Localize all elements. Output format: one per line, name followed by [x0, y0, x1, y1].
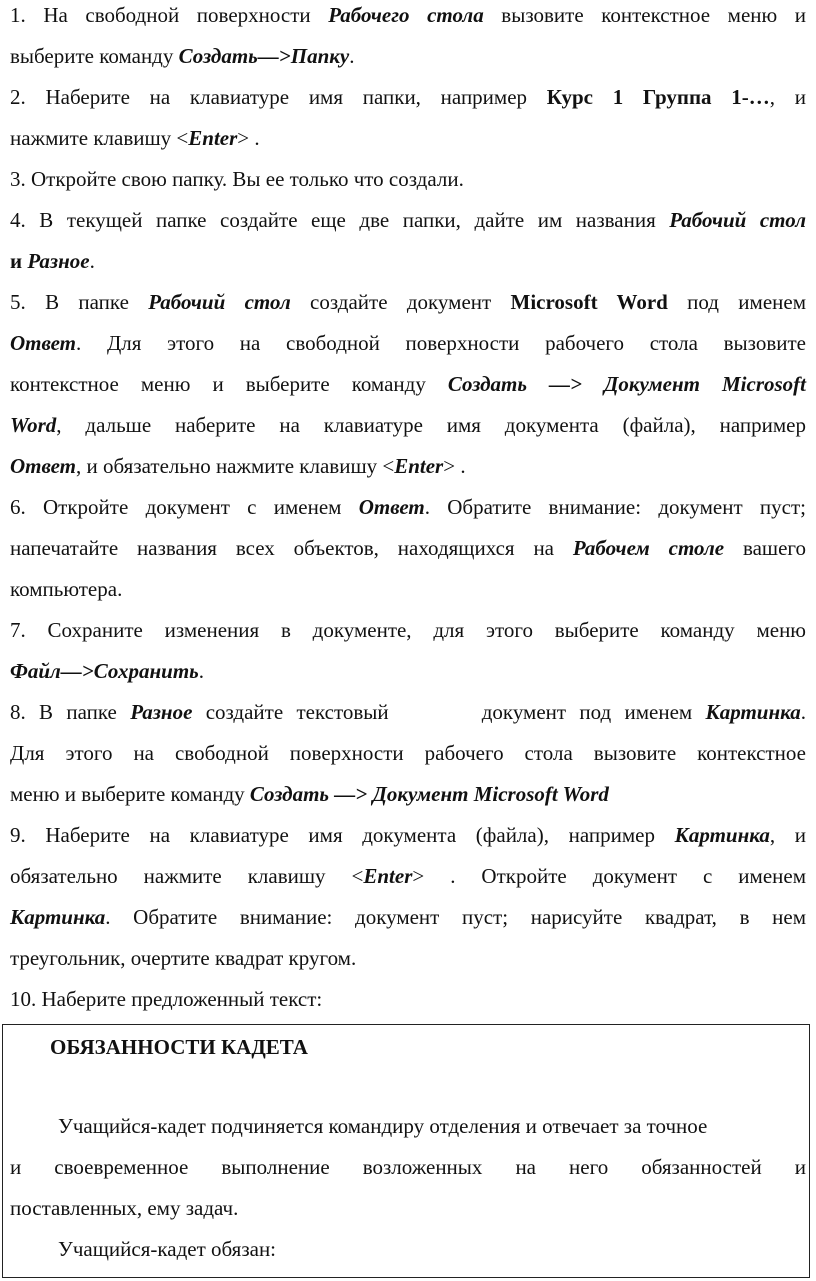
text-line-5 [10, 159, 806, 199]
text-segment: > . Откройте документ с именем [412, 864, 806, 888]
emphasis-text: Ответ [10, 331, 77, 355]
text-line-16 [10, 610, 806, 650]
text-line-20 [10, 774, 806, 814]
text-segment: Для этого на свободной поверхности рабочего стола вызовите контекстное [10, 741, 806, 765]
text-segment: 8. В папке [10, 700, 131, 724]
text-segment: . Для этого на свободной поверхности рабочего стола вызовите [76, 331, 806, 355]
emphasis-text: Рабочий стол [148, 290, 291, 314]
bold-text: Microsoft Word [510, 290, 668, 314]
emphasis-text: Рабочего стола [328, 3, 484, 27]
emphasis-text: Разное [130, 700, 193, 724]
box-title: ОБЯЗАННОСТИ КАДЕТА [50, 1035, 308, 1059]
text-segment: поставленных, ему задач. [10, 1196, 239, 1220]
emphasis-text: Файл—>Сохранить [10, 659, 199, 683]
text-line-14 [10, 528, 806, 568]
text-line-7 [10, 241, 806, 281]
text-segment: 6. Откройте документ с именем [10, 495, 359, 519]
text-line-2 [10, 36, 806, 76]
emphasis-text: Enter [363, 864, 413, 888]
text-line-21 [10, 815, 806, 855]
emphasis-text: Картинка [10, 905, 106, 929]
text-line-4 [10, 118, 806, 158]
text-segment: > . [443, 454, 466, 478]
emphasis-text: Создать —> Документ Microsoft [447, 372, 806, 396]
text-segment: создайте документ [290, 290, 511, 314]
emphasis-text: Разное [27, 249, 90, 273]
text-segment: 1. На свободной поверхности [10, 3, 329, 27]
text-segment: 3. Откройте свою папку. Вы ее только что создали. [10, 167, 464, 191]
text-segment: выберите команду [10, 44, 179, 68]
emphasis-text: Рабочий стол [669, 208, 806, 232]
text-segment: напечатайте названия всех объектов, находящихся на [10, 536, 573, 560]
text-segment: . [89, 249, 95, 273]
text-segment: вашего [724, 536, 806, 560]
text-segment: . [349, 44, 355, 68]
emphasis-text: Создать—>Папку [178, 44, 350, 68]
text-line-10 [10, 364, 806, 404]
text-segment: треугольник, очертите квадрат кругом. [10, 946, 357, 970]
text-line-3 [10, 77, 806, 117]
text-line-25 [10, 979, 806, 1019]
text-segment: контекстное меню и выберите команду [10, 372, 448, 396]
box-paragraph-1-line-3 [10, 1188, 806, 1228]
bold-text: и [10, 249, 23, 273]
text-segment: меню и выберите команду [10, 782, 250, 806]
text-line-17 [10, 651, 806, 691]
text-segment: компьютера. [10, 577, 123, 601]
text-segment: > . [237, 126, 260, 150]
text-segment: . Обратите внимание: документ пуст; нарисуйте квадрат, в нем [105, 905, 806, 929]
text-segment: 7. Сохраните изменения в документе, для этого выберите команду меню [10, 618, 806, 642]
text-line-13 [10, 487, 806, 527]
text-segment: 5. В папке [10, 290, 149, 314]
text-segment: вызовите контекстное меню и [483, 3, 807, 27]
text-segment: Учащийся-кадет подчиняется командиру отделения и отвечает за точное [58, 1114, 708, 1138]
text-segment: 9. Наберите на клавиатуре имя документа (файла), например [10, 823, 675, 847]
text-segment: и своевременное выполнение возложенных на него обязанностей и [10, 1155, 806, 1179]
text-line-18 [10, 692, 806, 732]
text-line-23 [10, 897, 806, 937]
text-line-19 [10, 733, 806, 773]
emphasis-text: Enter [188, 126, 238, 150]
text-line-6 [10, 200, 806, 240]
text-segment: Учащийся-кадет обязан: [58, 1237, 277, 1261]
text-segment: 10. Наберите предложенный текст: [10, 987, 323, 1011]
emphasis-text: Создать —> Документ Microsoft Word [249, 782, 609, 806]
text-segment: нажмите клавишу < [10, 126, 189, 150]
emphasis-text: Enter [394, 454, 444, 478]
emphasis-text: Картинка [705, 700, 801, 724]
text-line-24 [10, 938, 806, 978]
text-segment: , дальше наберите на клавиатуре имя документа (файла), например [56, 413, 806, 437]
text-line-22 [10, 856, 806, 896]
text-line-11 [10, 405, 806, 445]
emphasis-text: Картинка [674, 823, 770, 847]
text-segment: , и [769, 85, 806, 109]
text-segment: . [198, 659, 205, 683]
box-paragraph-1-line-2 [10, 1147, 806, 1187]
text-line-15 [10, 569, 806, 609]
text-line-12 [10, 446, 806, 486]
text-segment: , и обязательно нажмите клавишу < [76, 454, 395, 478]
emphasis-text: Рабочем столе [572, 536, 725, 560]
bold-text: Курс 1 Группа 1-… [546, 85, 770, 109]
text-segment: под именем [667, 290, 806, 314]
text-segment: 4. В текущей папке создайте еще две папки, дайте им названия [10, 208, 670, 232]
emphasis-text: Word [10, 413, 57, 437]
text-segment: . [800, 700, 806, 724]
emphasis-text: Ответ [358, 495, 425, 519]
text-segment: 2. Наберите на клавиатуре имя папки, например [10, 85, 547, 109]
text-line-8 [10, 282, 806, 322]
text-segment: создайте текстовый документ под именем [192, 700, 706, 724]
text-line-1 [10, 0, 806, 35]
text-segment: . Обратите внимание: документ пуст; [424, 495, 806, 519]
emphasis-text: Ответ [10, 454, 77, 478]
box-paragraph-1-line-1 [10, 1106, 806, 1146]
text-line-9 [10, 323, 806, 363]
text-segment: , и [769, 823, 806, 847]
text-segment: обязательно нажмите клавишу < [10, 864, 364, 888]
box-paragraph-2-line-1 [10, 1229, 806, 1269]
